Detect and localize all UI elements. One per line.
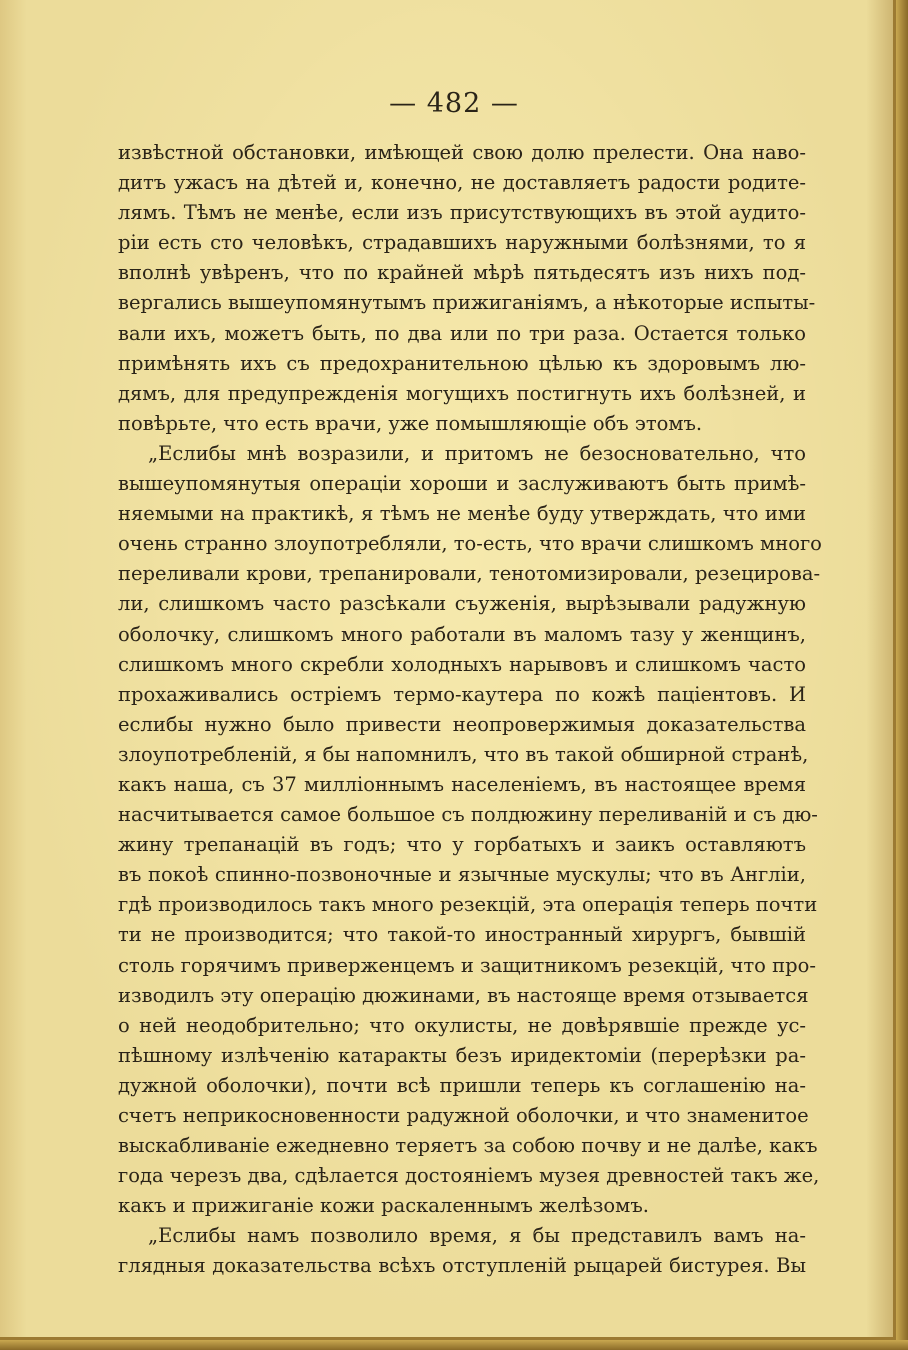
text-line: какъ и прижиганіе кожи раскаленнымъ желѣзомъ.: [118, 1194, 649, 1218]
text-line: еслибы нужно было привести неопровержимыя доказательства: [118, 712, 806, 736]
paragraph-start-line: „Еслибы мнѣ возразили, и притомъ не безосновательно, что: [148, 441, 806, 465]
text-line: дужной оболочки), почти всѣ пришли теперь къ соглашенію на-: [118, 1073, 806, 1097]
text-line: пѣшному излѣченію катаракты безъ иридектоміи (перерѣзки ра-: [118, 1043, 806, 1067]
text-line: дитъ ужасъ на дѣтей и, конечно, не доставляетъ радости родите-: [118, 171, 806, 195]
text-line: извѣстной обстановки, имѣющей свою долю прелести. Она наво-: [118, 141, 806, 164]
text-line: столь горячимъ приверженцемъ и защитникомъ резекцій, что про-: [118, 953, 816, 977]
text-line: вполнѣ увѣренъ, что по крайней мѣрѣ пятьдесятъ изъ нихъ под-: [118, 261, 806, 285]
text-line: слишкомъ много скребли холодныхъ нарывовъ и слишкомъ часто: [118, 652, 806, 676]
text-line: переливали крови, трепанировали, тенотомизировали, резецирова-: [118, 562, 821, 586]
text-line: года черезъ два, сдѣлается достояніемъ музея древностей такъ же,: [118, 1164, 820, 1188]
text-line: вышеупомянутыя операціи хороши и заслуживаютъ быть примѣ-: [118, 472, 806, 496]
text-line: няемыми на практикѣ, я тѣмъ не менѣе буду утверждать, что ими: [118, 502, 806, 526]
text-line: глядныя доказательства всѣхъ отступленій рыцарей бистурея. Вы: [118, 1254, 806, 1278]
text-line: лямъ. Тѣмъ не менѣе, если изъ присутствующихъ въ этой аудито-: [118, 201, 806, 225]
text-line: гдѣ производилось такъ много резекцій, эта операція теперь почти: [118, 893, 818, 917]
text-line: выскабливаніе ежедневно теряетъ за собою почву и не далѣе, какъ: [118, 1134, 818, 1158]
text-line: дямъ, для предупрежденія могущихъ постигнуть ихъ болѣзней, и: [118, 381, 806, 405]
text-line: вали ихъ, можетъ быть, по два или по три раза. Остается только: [118, 321, 806, 345]
text-line: оболочку, слишкомъ много работали въ маломъ тазу у женщинъ,: [118, 622, 806, 646]
page-edge-bottom: [0, 1340, 908, 1350]
text-line: прохаживались остріемъ термо-каутера по кожѣ паціентовъ. И: [118, 682, 806, 706]
text-line: очень странно злоупотребляли, то-есть, что врачи слишкомъ много: [118, 532, 822, 556]
text-line: повѣрьте, что есть врачи, уже помышляющіе объ этомъ.: [118, 411, 703, 435]
text-line: ли, слишкомъ часто разсѣкали съуженія, вырѣзывали радужную: [118, 592, 806, 616]
text-line: примѣнять ихъ съ предохранительною цѣлью къ здоровымъ лю-: [118, 351, 806, 375]
text-line: ріи есть сто человѣкъ, страдавшихъ наружными болѣзнями, то я: [118, 231, 806, 255]
text-line: насчитывается самое большое съ полдюжину переливаній и съ дю-: [118, 803, 818, 827]
text-line: какъ наша, съ 37 милліоннымъ населеніемъ, въ настоящее время: [118, 772, 806, 796]
text-line: счетъ неприкосновенности радужной оболочки, и что знаменитое: [118, 1104, 809, 1127]
text-line: изводилъ эту операцію дюжинами, въ настояще время отзывается: [118, 983, 809, 1007]
page-number: — 482 —: [389, 88, 519, 119]
text-line: вергались вышеупомянутымъ прижиганіямъ, а нѣкоторые испыты-: [118, 291, 816, 315]
text-line: злоупотребленій, я бы напомнилъ, что въ такой обширной странѣ,: [118, 742, 809, 766]
paragraph-start-line: „Еслибы намъ позволило время, я бы представилъ вамъ на-: [148, 1224, 806, 1248]
body-text: [118, 138, 822, 1282]
text-line: жину трепанацій въ годъ; что у горбатыхъ и заикъ оставляютъ: [118, 833, 806, 857]
text-line: о ней неодобрительно; что окулисты, не довѣрявшіе прежде ус-: [118, 1013, 806, 1037]
page-edge-right: [896, 0, 908, 1350]
text-line: ти не производится; что такой-то иностранный хирургъ, бывшій: [118, 923, 806, 947]
text-line: въ покоѣ спинно-позвоночные и язычные мускулы; что въ Англіи,: [118, 863, 806, 887]
